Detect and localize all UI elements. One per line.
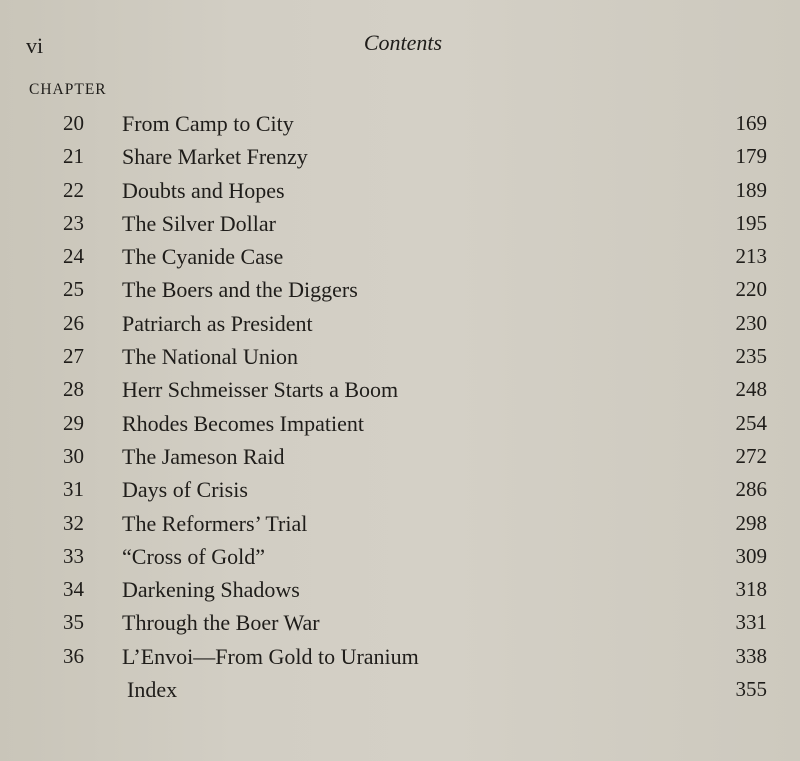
toc-entry [0, 507, 800, 540]
toc-entry [0, 174, 800, 207]
table-of-contents [0, 107, 800, 706]
chapter-number: 23 [63, 210, 84, 235]
page-number: 213 [735, 244, 767, 269]
chapter-title: The Jameson Raid [122, 443, 285, 469]
running-head: Contents [363, 30, 443, 55]
chapter-title: Through the Boer War [122, 610, 320, 636]
chapter-title: From Camp to City [122, 111, 294, 136]
chapter-number: 35 [63, 610, 84, 635]
chapter-number: 22 [63, 177, 84, 202]
chapter-title: The Reformers’ Trial [122, 510, 308, 536]
chapter-title: Rhodes Becomes Impatient [122, 410, 364, 436]
chapter-number: 21 [63, 144, 84, 169]
chapter-number: 32 [63, 510, 84, 535]
page-folio: vi [26, 33, 44, 58]
index-title: Index [127, 677, 178, 703]
toc-entry [0, 573, 800, 606]
page-number: 318 [735, 577, 767, 602]
chapter-title: L’Envoi—From Gold to Uranium [122, 643, 419, 669]
toc-entry [0, 240, 800, 273]
toc-entry [0, 640, 800, 673]
chapter-title: The Silver Dollar [122, 210, 276, 236]
page-number: 298 [735, 510, 767, 535]
page-number: 220 [735, 277, 767, 302]
toc-entry [0, 307, 800, 340]
toc-entry [0, 407, 800, 440]
toc-entry [0, 373, 800, 406]
page-number: 189 [735, 177, 767, 202]
chapter-number: 28 [63, 377, 84, 402]
chapter-title: Herr Schmeisser Starts a Boom [122, 377, 399, 403]
toc-index-entry [0, 673, 800, 706]
toc-entry [0, 140, 800, 173]
page-number: 254 [735, 410, 767, 435]
toc-entry [0, 440, 800, 473]
chapter-number: 31 [63, 477, 84, 502]
chapter-number: 34 [63, 577, 84, 602]
chapter-number: 36 [63, 643, 84, 668]
toc-entry [0, 340, 800, 373]
toc-entry [0, 207, 800, 240]
chapter-number: 24 [63, 244, 84, 269]
page-number: 355 [735, 677, 767, 702]
chapter-number: 25 [63, 277, 84, 302]
page-number: 235 [735, 344, 767, 369]
page-number: 230 [735, 310, 767, 335]
page-number: 286 [735, 477, 767, 502]
chapter-title: Doubts and Hopes [122, 177, 285, 203]
chapter-column-label: CHAPTER [29, 81, 107, 98]
page-number: 309 [735, 543, 767, 568]
page-number: 248 [735, 377, 767, 402]
chapter-title: The National Union [122, 344, 298, 370]
chapter-title: “Cross of Gold” [122, 543, 265, 569]
page-number: 331 [735, 610, 767, 635]
toc-entry [0, 473, 800, 506]
chapter-title: Share Market Frenzy [122, 144, 308, 170]
toc-entry [0, 540, 800, 573]
page-number: 272 [735, 443, 767, 468]
chapter-number: 26 [63, 310, 84, 335]
toc-entry [0, 273, 800, 306]
page-number: 179 [735, 144, 767, 169]
page-number: 338 [735, 643, 767, 668]
chapter-title: The Cyanide Case [122, 244, 284, 270]
chapter-number: 29 [63, 410, 84, 435]
toc-entry [0, 606, 800, 639]
chapter-title: Days of Crisis [122, 477, 248, 503]
chapter-title: Patriarch as President [122, 310, 313, 336]
chapter-title: The Boers and the Diggers [122, 277, 358, 303]
page-number: 169 [735, 111, 767, 135]
toc-entry [0, 107, 800, 140]
chapter-title: Darkening Shadows [122, 577, 300, 603]
chapter-number: 33 [63, 543, 84, 568]
page-number: 195 [735, 210, 767, 235]
chapter-number: 30 [63, 443, 84, 468]
chapter-number: 27 [63, 344, 84, 369]
chapter-number: 20 [63, 111, 84, 135]
